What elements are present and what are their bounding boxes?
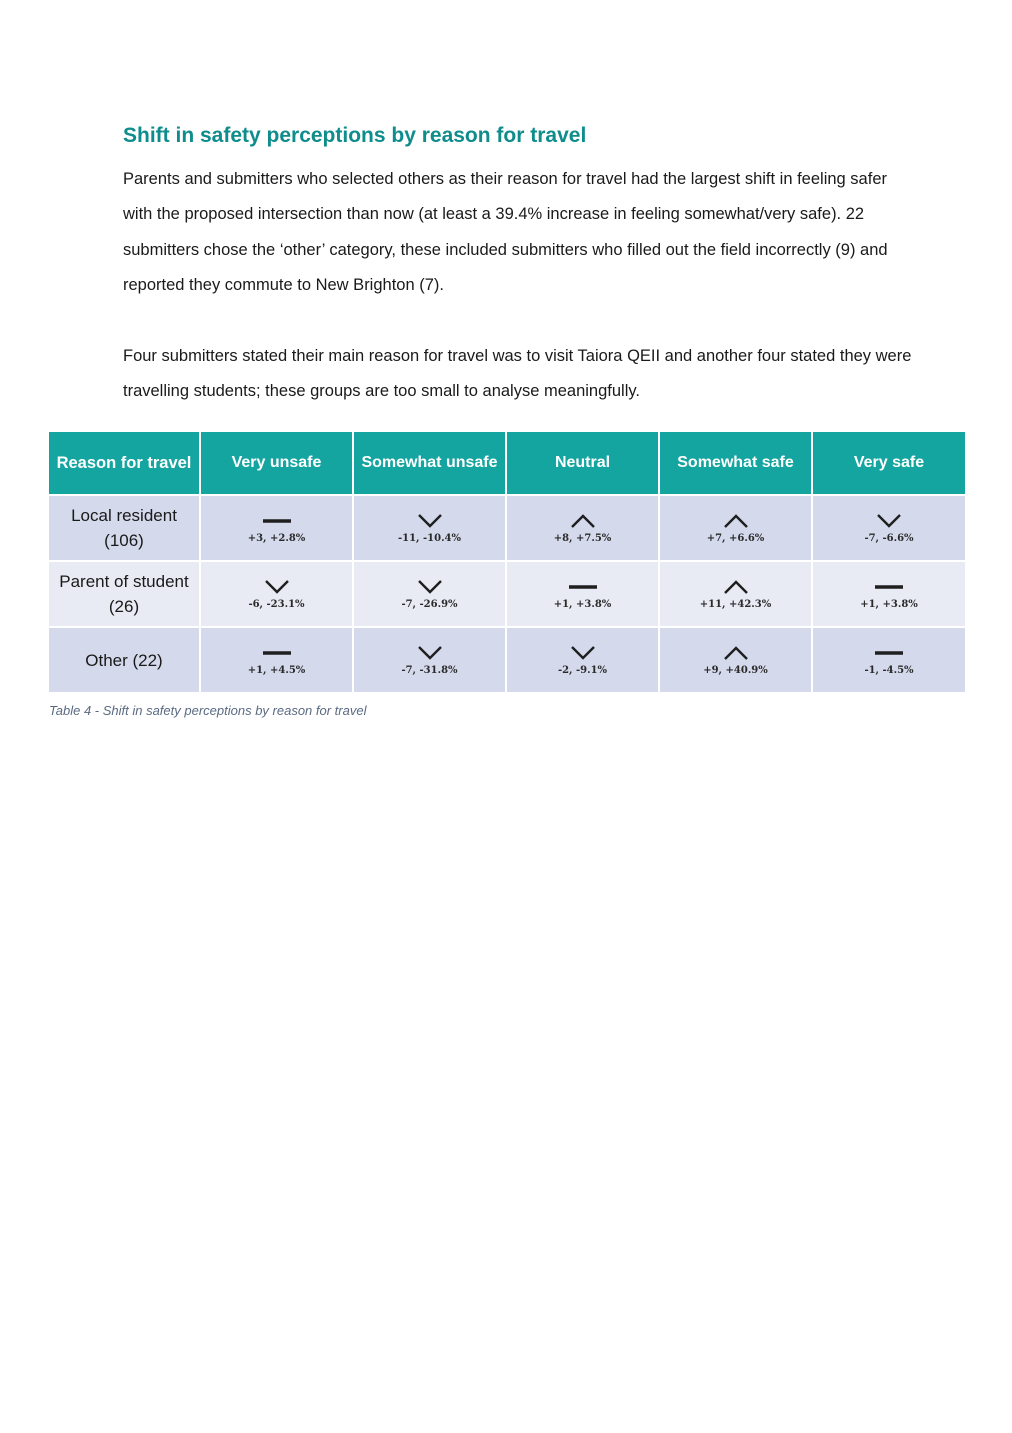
- table-cell: [200, 561, 353, 627]
- cell-value: -7, -26.9%: [401, 599, 458, 610]
- dash-icon: [260, 644, 294, 662]
- cell-value: +9, +40.9%: [703, 665, 768, 676]
- dash-icon: [872, 578, 906, 596]
- table-cell: [812, 627, 966, 693]
- chevron-down-icon: [566, 644, 600, 662]
- table-cell: [506, 627, 659, 693]
- cell-value: +7, +6.6%: [706, 533, 765, 544]
- table-cell: [353, 495, 506, 561]
- header-neutral: Neutral: [506, 431, 659, 495]
- cell-value: -1, -4.5%: [864, 665, 914, 676]
- dash-icon: [260, 512, 294, 530]
- table-cell: [659, 561, 812, 627]
- section-heading: Shift in safety perceptions by reason for travel: [123, 124, 587, 147]
- table-header-row: [48, 431, 966, 495]
- header-very-safe: Very safe: [812, 431, 966, 495]
- row-label: [48, 495, 200, 561]
- dash-icon: [872, 644, 906, 662]
- chevron-down-icon: [413, 578, 447, 596]
- table-cell: [812, 495, 966, 561]
- table-cell: [353, 627, 506, 693]
- row-label: [48, 627, 200, 693]
- chevron-up-icon: [719, 512, 753, 530]
- row-label-name: Local resident: [71, 506, 177, 525]
- chevron-up-icon: [719, 644, 753, 662]
- chevron-down-icon: [413, 512, 447, 530]
- cell-value: +8, +7.5%: [553, 533, 612, 544]
- row-label-count: (106): [104, 531, 144, 550]
- table-cell: [200, 495, 353, 561]
- cell-value: -11, -10.4%: [397, 533, 462, 544]
- table-caption: Table 4 - Shift in safety perceptions by reason for travel: [49, 703, 367, 718]
- cell-value: +1, +3.8%: [553, 599, 612, 610]
- table-cell: [506, 561, 659, 627]
- cell-value: -2, -9.1%: [557, 665, 608, 676]
- header-reason-for-travel: Reason for travel: [48, 431, 200, 495]
- dash-icon: [566, 578, 600, 596]
- row-label-count: (26): [108, 597, 140, 616]
- table-cell: [659, 627, 812, 693]
- table-cell: [353, 561, 506, 627]
- chevron-up-icon: [719, 578, 753, 596]
- table-cell: [200, 627, 353, 693]
- cell-value: -7, -31.8%: [401, 665, 458, 676]
- row-label-name: Other (22): [85, 650, 163, 670]
- paragraph-small-groups: Four submitters stated their main reason for travel was to visit Taiora QEII and another four stated they were travelling students; these groups are too small to analyse meaningfully.: [123, 347, 912, 401]
- table-row: [48, 627, 966, 693]
- chevron-down-icon: [413, 644, 447, 662]
- table-cell: [659, 495, 812, 561]
- table-cell: [506, 495, 659, 561]
- chevron-down-icon: [260, 578, 294, 596]
- cell-value: -7, -6.6%: [864, 533, 914, 544]
- paragraph-reason-shift: Parents and submitters who selected others as their reason for travel had the largest shift in feeling safer with the proposed intersection than now (at least a 39.4% increase in feeling somewhat/very safe). 22 submitters chose the ‘other’ category, these included submitters who filled out the field incorrectly (9) and reported they commute to New Brighton (7).: [123, 170, 888, 294]
- table-row: [48, 495, 966, 561]
- table-cell: [812, 561, 966, 627]
- cell-value: -6, -23.1%: [248, 599, 305, 610]
- table-row: [48, 561, 966, 627]
- chevron-down-icon: [872, 512, 906, 530]
- cell-value: +3, +2.8%: [247, 533, 306, 544]
- cell-value: +11, +42.3%: [699, 599, 772, 610]
- safety-shift-table: [47, 430, 967, 694]
- chevron-up-icon: [566, 512, 600, 530]
- header-very-unsafe: Very unsafe: [200, 431, 353, 495]
- cell-value: +1, +3.8%: [860, 599, 918, 610]
- header-somewhat-safe: Somewhat safe: [659, 431, 812, 495]
- row-label: [48, 561, 200, 627]
- cell-value: +1, +4.5%: [247, 665, 306, 676]
- header-somewhat-unsafe: Somewhat unsafe: [353, 431, 506, 495]
- row-label-name: Parent of student: [59, 572, 189, 591]
